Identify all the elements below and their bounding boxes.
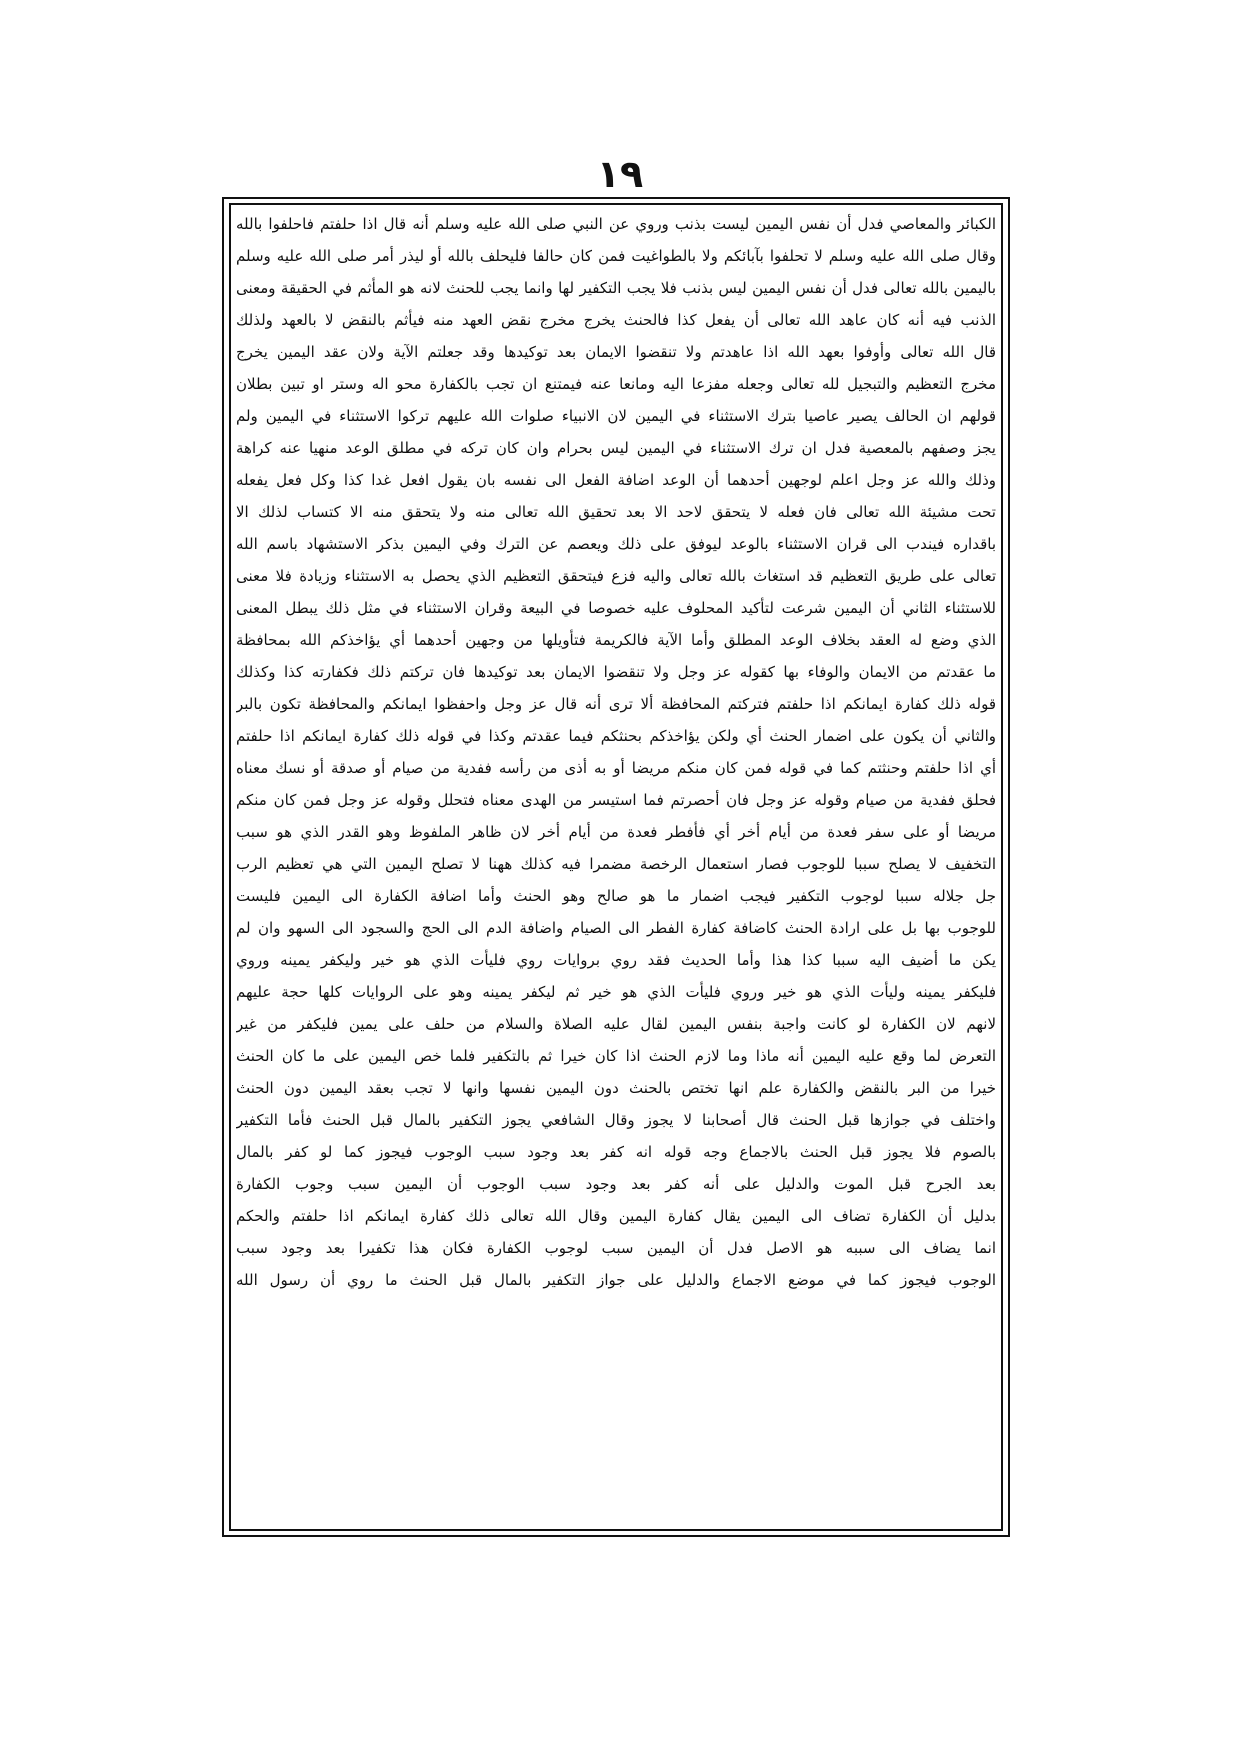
arabic-text-body: [236, 208, 996, 1526]
text-line: مخرج التعظيم والتبجيل لله تعالى وجعله مفزعا اليه ومانعا عنه فيمتنع ان تجب بالكفارة محو اله وستر او تبين بطلان: [236, 375, 996, 393]
text-line: يجز وصفهم بالمعصية فدل ان ترك الاستثناء في اليمين ليس بحرام وان كان تركه في مطلق الوعد منهيا عنه كراهة: [236, 439, 996, 457]
text-line: فحلق ففدية من صيام وقوله عز وجل فان أحصرتم فما استيسر من الهدى معناه فتحلل وقوله عز وجل فمن كان منكم: [236, 791, 996, 809]
page-number: ١٩: [596, 152, 644, 196]
text-line: الكبائر والمعاصي فدل أن نفس اليمين ليست بذنب وروي عن النبي صلى الله عليه وسلم أنه قال اذا حلفتم فاحلفوا بالله: [236, 215, 996, 233]
text-line: قوله ذلك كفارة ايمانكم اذا حلفتم فتركتم المحافظة ألا ترى أنه قال عز وجل واحفظوا ايمانكم والمحافظة تكون بالبر: [236, 695, 996, 713]
text-line: باليمين بالله تعالى فدل أن نفس اليمين ليس بذنب فلا يجب التكفير لها وانما يجب للحنث لانه هو المأثم في الحقيقة ومعنى: [236, 279, 996, 297]
text-line: والثاني أن يكون على اضمار الحنث أي ولكن يؤاخذكم بحنثكم فيما عقدتم وكذا في قوله ذلك كفارة ايمانكم اذا حلفتم: [236, 727, 996, 745]
text-line: بعد الجرح قبل الموت والدليل على أنه كفر بعد وجود سبب الوجوب أن اليمين سبب وجوب الكفارة: [236, 1175, 996, 1193]
text-line: بالصوم فلا يجوز قبل الحنث بالاجماع وجه قوله انه كفر بعد وجود سبب الوجوب فيجوز كما لو كفر بالمال: [236, 1143, 996, 1161]
text-line: جل جلاله سببا لوجوب التكفير فيجب اضمار ما هو صالح وهو الحنث وأما اضافة الكفارة الى اليمين فليست: [236, 887, 996, 905]
text-line: الوجوب فيجوز كما في موضع الاجماع والدليل على جواز التكفير بالمال قبل الحنث ما روي أن رسول الله: [236, 1271, 996, 1289]
text-line: للوجوب بها بل على ارادة الحنث كاضافة كفارة الفطر الى الصيام واضافة الدم الى الحج والسجود الى السهو وان لم: [236, 919, 996, 937]
text-line: واختلف في جوازها قبل الحنث قال أصحابنا لا يجوز وقال الشافعي يجوز التكفير بالمال قبل الحنث فأما التكفير: [236, 1111, 996, 1129]
text-line: تعالى على طريق التعظيم قد استغاث بالله تعالى واليه فزع فيتحقق التعظيم الذي يحصل به الاستثناء وزيادة فلا معنى: [236, 567, 996, 585]
text-line: قولهم ان الحالف يصير عاصيا بترك الاستثناء في اليمين لان الانبياء صلوات الله عليهم تركوا الاستثناء في اليمين ولم: [236, 407, 996, 425]
text-line: وقال صلى الله عليه وسلم لا تحلفوا بآبائكم ولا بالطواغيت فمن كان حالفا فليحلف بالله أو ليذر أمر صلى الله عليه وسلم: [236, 247, 996, 265]
text-line: تحت مشيئة الله تعالى فان فعله لا يتحقق لاحد الا بعد تحقيق الله تعالى منه ولا يتحقق منه الا كتساب لذلك الا: [236, 503, 996, 521]
text-line: بدليل أن الكفارة تضاف الى اليمين يقال كفارة اليمين وقال الله تعالى ذلك كفارة ايمانكم اذا حلفتم والحكم: [236, 1207, 996, 1225]
text-line: ما عقدتم من الايمان والوفاء بها كقوله عز وجل ولا تنقضوا الايمان بعد توكيدها فان تركتم ذلك فكفارته كذا وكذلك: [236, 663, 996, 681]
text-line: الذي وضع له العقد بخلاف الوعد المطلق وأما الآية فالكريمة فتأويلها من وجهين أحدهما أي يؤاخذكم الله بمحافظة: [236, 631, 996, 649]
text-line: باقداره فيندب الى قران الاستثناء بالوعد ليوفق على ذلك ويعصم عن الترك وفي اليمين بذكر الاستشهاد باسم الله: [236, 535, 996, 553]
text-line: خيرا من البر بالنقض والكفارة علم انها تختص بالحنث دون اليمين نفسها وانها لا تجب بعقد اليمين دون الحنث: [236, 1079, 996, 1097]
text-line: وذلك والله عز وجل اعلم لوجهين أحدهما أن الوعد اضافة الفعل الى نفسه بان يقول افعل غدا كذا وكل فعل يفعله: [236, 471, 996, 489]
text-line: يكن ما أضيف اليه سببا كذا هذا وأما الحديث فقد روي بروايات روي فليأت الذي هو خير وليكفر يمينه وروي: [236, 951, 996, 969]
text-line: قال الله تعالى وأوفوا بعهد الله اذا عاهدتم ولا تنقضوا الايمان بعد توكيدها وقد جعلتم الآية ولان عقد اليمين يخرج: [236, 343, 996, 361]
text-line: انما يضاف الى سببه هو الاصل فدل أن اليمين سبب لوجوب الكفارة فكان هذا تكفيرا بعد وجود سبب: [236, 1239, 996, 1257]
text-line: لانهم لان الكفارة لو كانت واجبة بنفس اليمين لقال عليه الصلاة والسلام من حلف على يمين فليكفر من غير: [236, 1015, 996, 1033]
text-line: فليكفر يمينه وليأت الذي هو خير وروي فليأت الذي هو خير ثم ليكفر يمينه وهو على الروايات كلها حجة عليهم: [236, 983, 996, 1001]
text-line: أي اذا حلفتم وحنثتم كما في قوله فمن كان منكم مريضا أو به أذى من رأسه ففدية من صيام أو صدقة أو نسك معناه: [236, 759, 996, 777]
text-line: التخفيف لا يصلح سببا للوجوب فصار استعمال الرخصة مضمرا فيه كذلك ههنا لا تصلح اليمين التي هي تعظيم الرب: [236, 855, 996, 873]
text-line: الذنب فيه أنه كان عاهد الله تعالى أن يفعل كذا فالحنث يخرج مخرج نقض العهد منه فيأثم بالنقض لا بالعهد ولذلك: [236, 311, 996, 329]
text-line: للاستثناء الثاني أن اليمين شرعت لتأكيد المحلوف عليه خصوصا في البيعة وقران الاستثناء في مثل ذلك يبطل المعنى: [236, 599, 996, 617]
text-line: مريضا أو على سفر فعدة من أيام أخر أي فأفطر فعدة من أيام أخر لان ظاهر الملفوظ وهو القدر الذي هو سبب: [236, 823, 996, 841]
text-line: التعرض لما وقع عليه اليمين أنه ماذا وما لازم الحنث اذا كان خيرا ثم بالتكفير فلما خص اليمين على ما كان الحنث: [236, 1047, 996, 1065]
